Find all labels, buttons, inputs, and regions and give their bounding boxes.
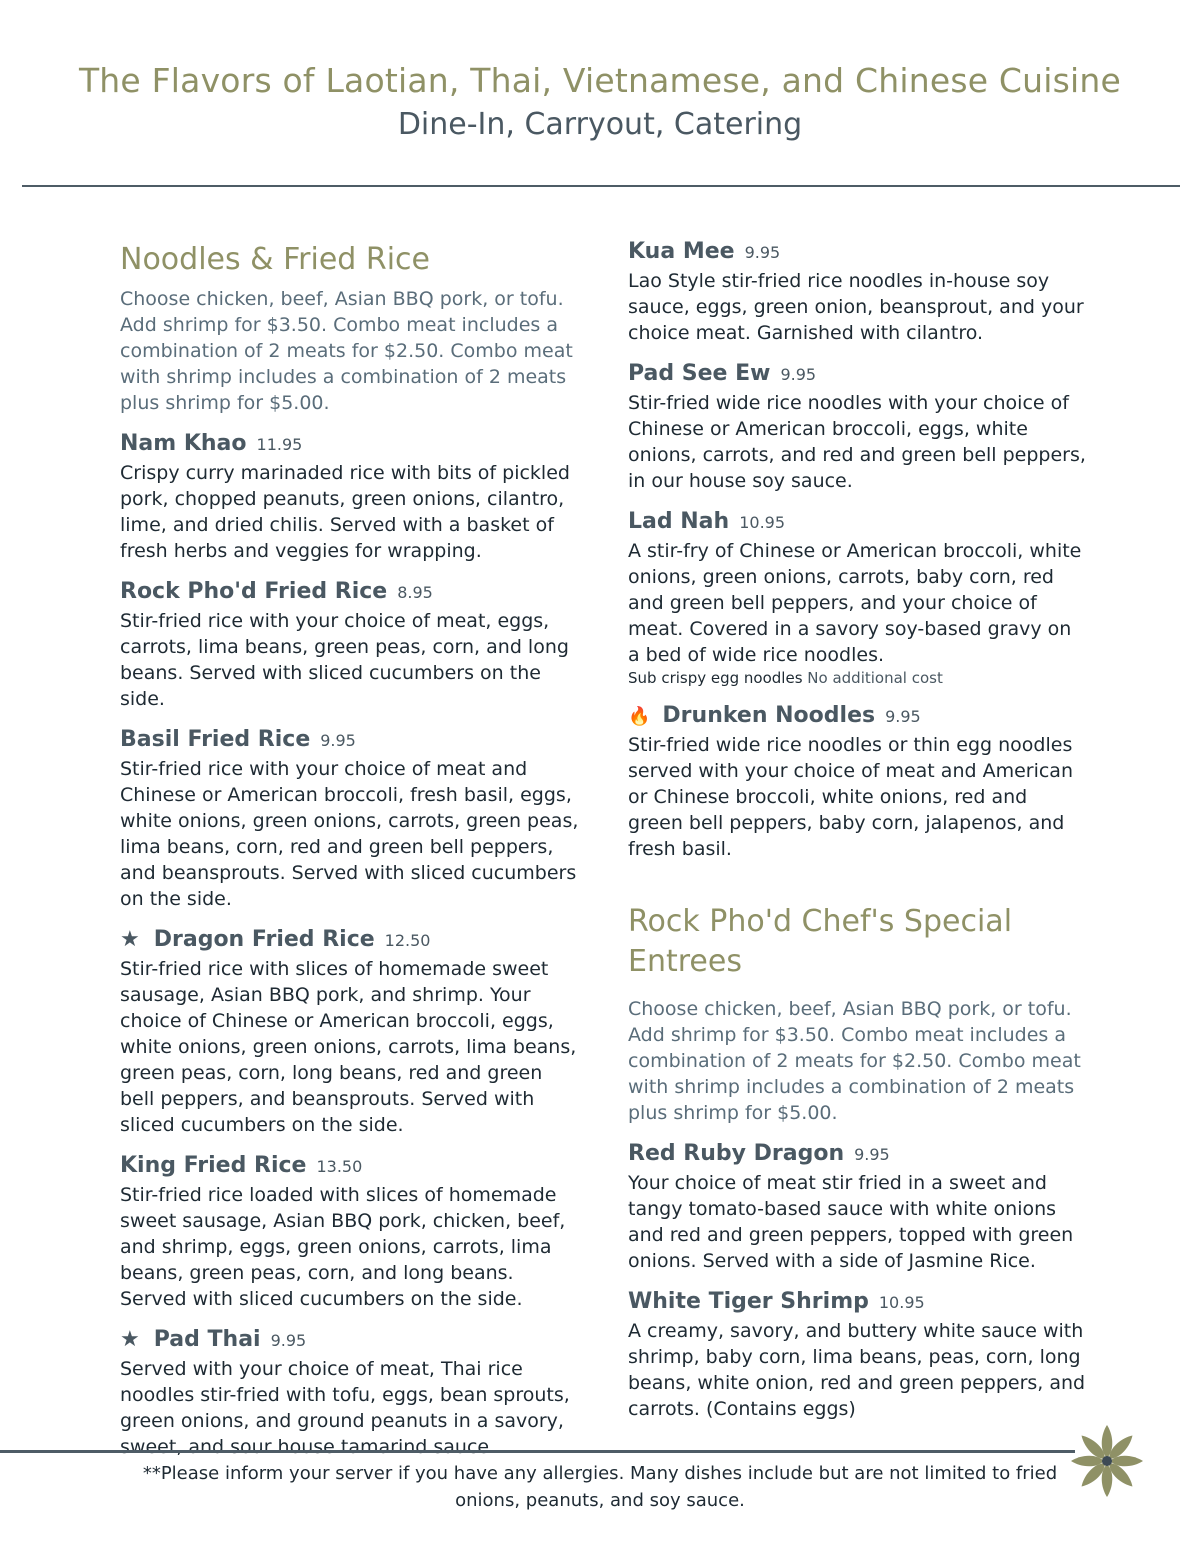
section-title-noodles: Noodles & Fried Rice — [120, 242, 430, 277]
menu-item — [120, 429, 580, 564]
right-column — [628, 237, 1088, 1422]
menu-item-description: Stir-fried rice loaded with slices of homemade sweet sausage, Asian BBQ pork, chicken, beef, and shrimp, eggs, green onions, carrots, lima beans, green peas, corn, and long beans. Served with sliced cucumbers on the side. — [120, 1184, 566, 1310]
menu-item-description: Stir-fried wide rice noodles with your choice of Chinese or American broccoli, eggs, white onions, carrots, and red and green bell peppers, in our house soy sauce. — [628, 392, 1086, 492]
menu-item-note-text: Sub crispy egg noodles — [628, 669, 803, 687]
section-description-noodles: Choose chicken, beef, Asian BBQ pork, or tofu. Add shrimp for $3.50. Combo meat includes a combination of 2 meats for $2.50. Combo meat with shrimp includes a combination of 2 meats plus shrimp for $5.00. — [120, 288, 573, 414]
menu-item-description: Lao Style stir-fried rice noodles in-house soy sauce, eggs, green onion, beansprout, and your choice meat. Garnished with cilantro. — [628, 270, 1084, 344]
menu-item-heading — [628, 237, 1088, 268]
menu-item — [628, 237, 1088, 346]
flame-icon: 🔥 — [628, 706, 651, 727]
menu-item — [120, 925, 580, 1138]
menu-item-description: Stir-fried rice with your choice of meat and Chinese or American broccoli, fresh basil, eggs, white onions, green onions, carrots, green peas, lima beans, corn, red and green bell peppers, and beansprouts. Served with sliced cucumbers on the side. — [120, 758, 579, 910]
menu-item-description: Stir-fried rice with slices of homemade sweet sausage, Asian BBQ pork, and shrimp. Your choice of Chinese or American broccoli, eggs, white onions, green onions, carrots, lima beans, green peas, corn, long beans, red and green bell peppers, and beansprouts. Served with sliced cucumbers on the side. — [120, 958, 577, 1136]
menu-item — [628, 701, 1088, 862]
left-item-list — [120, 429, 580, 1460]
menu-item-price: 13.50 — [316, 1157, 363, 1176]
menu-header — [0, 58, 1200, 146]
menu-item-heading — [628, 1287, 1088, 1318]
left-column — [120, 240, 580, 1460]
menu-item-heading — [120, 1325, 580, 1356]
menu-item-price: 9.95 — [854, 1145, 890, 1164]
flower-icon — [1066, 1420, 1148, 1502]
allergy-note: **Please inform your server if you have any allergies. Many dishes include but are not limited to fried onions, peanuts, and soy sauce. — [142, 1463, 1058, 1511]
menu-item-name: Lad Nah — [628, 509, 730, 534]
menu-item-description: Stir-fried wide rice noodles or thin egg noodles served with your choice of meat and American or Chinese broccoli, white onions, red and green bell peppers, baby corn, jalapenos, and fresh basil. — [628, 734, 1073, 860]
menu-item-price: 9.95 — [320, 731, 356, 750]
menu-item-name: Pad Thai — [153, 1327, 261, 1352]
menu-item-price: 9.95 — [270, 1331, 307, 1350]
menu-item-price: 8.95 — [397, 583, 433, 602]
menu-item-price: 11.95 — [256, 435, 303, 454]
section-description-chef: Choose chicken, beef, Asian BBQ pork, or tofu. Add shrimp for $3.50. Combo meat includes a combination of 2 meats for $2.50. Combo meat with shrimp includes a combination of 2 meats plus shrimp for $5.00. — [628, 998, 1081, 1124]
star-icon: ★ — [120, 927, 140, 952]
menu-item-note — [628, 668, 1088, 688]
header-divider — [22, 185, 1180, 187]
menu-item-description: A stir-fry of Chinese or American broccoli, white onions, green onions, carrots, baby corn, red and green bell peppers, and your choice of meat. Covered in a savory soy-based gravy on a bed of wide rice noodles. — [628, 540, 1082, 666]
menu-item-heading — [120, 725, 580, 756]
menu-item-name: Kua Mee — [628, 239, 735, 264]
menu-item — [120, 577, 580, 712]
menu-item — [628, 1139, 1088, 1274]
menu-item-heading — [628, 359, 1088, 390]
menu-item-note-emphasis: No additional cost — [807, 669, 943, 687]
menu-item-name: Pad See Ew — [628, 361, 771, 386]
chef-item-list — [628, 1139, 1088, 1422]
menu-item — [628, 507, 1088, 688]
menu-item-description: Stir-fried rice with your choice of meat, eggs, carrots, lima beans, green peas, corn, and long beans. Served with sliced cucumbers on the side. — [120, 610, 569, 710]
menu-item — [120, 725, 580, 912]
menu-item-price: 10.95 — [739, 513, 786, 532]
menu-item-name: Basil Fried Rice — [120, 727, 311, 752]
star-icon: ★ — [120, 1327, 140, 1352]
service-options: Dine-In, Carryout, Catering — [397, 107, 803, 142]
menu-item-heading — [120, 429, 580, 460]
cuisine-tagline: The Flavors of Laotian, Thai, Vietnamese, and Chinese Cuisine — [78, 61, 1122, 100]
menu-item-heading — [628, 507, 1088, 538]
menu-item-price: 12.50 — [384, 931, 431, 950]
menu-item-heading — [628, 1139, 1088, 1170]
menu-item-name: Nam Khao — [120, 431, 247, 456]
menu-item-description: Crispy curry marinaded rice with bits of pickled pork, chopped peanuts, green onions, cilantro, lime, and dried chilis. Served with a basket of fresh herbs and veggies for wrapping. — [120, 462, 570, 562]
menu-item-price: 9.95 — [780, 365, 817, 384]
menu-item — [120, 1151, 580, 1312]
menu-item-price: 10.95 — [878, 1293, 925, 1312]
footer-divider — [0, 1450, 1075, 1453]
right-item-list — [628, 237, 1088, 862]
flower-center — [1102, 1456, 1112, 1466]
menu-item-description: Served with your choice of meat, Thai rice noodles stir-fried with tofu, eggs, bean sprouts, green onions, and ground peanuts in a savory, sweet, and sour house tamarind sauce. — [120, 1358, 570, 1458]
chef-section — [628, 902, 1088, 1422]
menu-item-price: 9.95 — [885, 707, 921, 726]
section-title-chef: Rock Pho'd Chef's Special Entrees — [628, 904, 1013, 979]
menu-item-price: 9.95 — [744, 243, 781, 262]
menu-item — [120, 1325, 580, 1460]
menu-item-description: A creamy, savory, and buttery white sauce with shrimp, baby corn, lima beans, peas, corn, long beans, white onion, red and green peppers, and carrots. (Contains eggs) — [628, 1320, 1086, 1420]
menu-item-name: White Tiger Shrimp — [628, 1289, 869, 1314]
menu-item-heading — [120, 577, 580, 608]
menu-item-heading — [120, 925, 580, 956]
menu-item-description: Your choice of meat stir fried in a sweet and tangy tomato-based sauce with white onions and red and green peppers, topped with green onions. Served with a side of Jasmine Rice. — [628, 1172, 1074, 1272]
menu-item-name: Dragon Fried Rice — [153, 927, 375, 952]
menu-item-heading — [120, 1151, 580, 1182]
menu-item — [628, 359, 1088, 494]
menu-item — [628, 1287, 1088, 1422]
menu-item-name: Red Ruby Dragon — [628, 1141, 845, 1166]
menu-item-name: Rock Pho'd Fried Rice — [120, 579, 388, 604]
menu-item-name: Drunken Noodles — [662, 703, 876, 728]
menu-item-name: King Fried Rice — [120, 1153, 307, 1178]
menu-item-heading — [628, 701, 1088, 732]
